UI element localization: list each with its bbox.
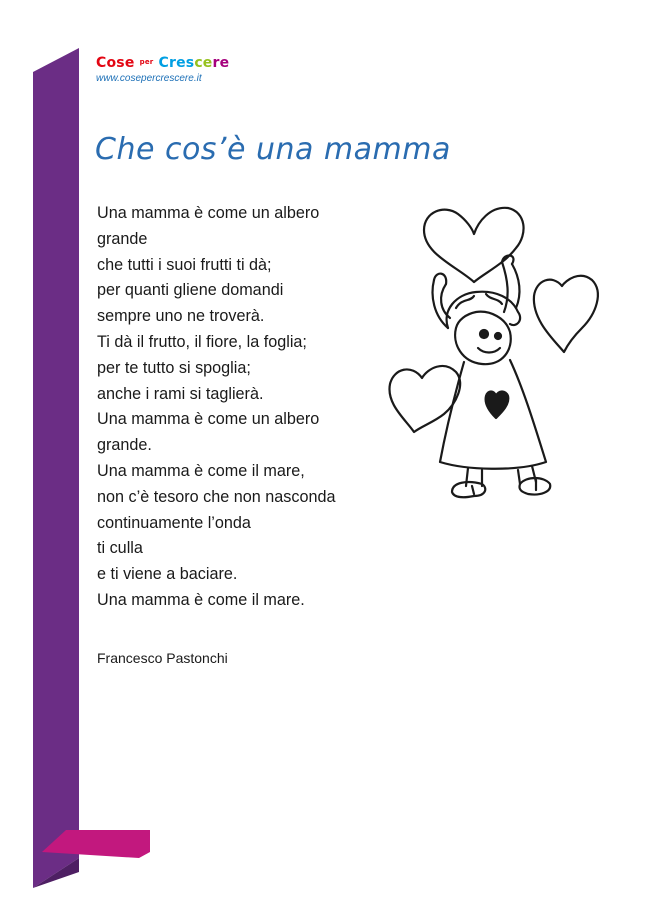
poem-line: per quanti gliene domandi [97,281,284,300]
poem-body [97,201,397,614]
page-title: Che cos’è una mamma [95,132,451,167]
poem-line: non c’è tesoro che non nasconda [97,487,336,506]
poem-line: per te tutto si spoglia; [97,358,251,377]
poem-line: e ti viene a baciare. [97,565,238,584]
poem-line: grande. [97,436,152,455]
logo-wordmark: Cose $^{per}$ Crescere [96,55,230,71]
child-with-hearts-icon [386,200,606,505]
poem-line: sempre uno ne troverà. [97,307,265,326]
poem-author: Francesco Pastonchi [97,650,228,666]
poem-line: che tutti i suoi frutti ti dà; [97,255,272,274]
poem-line: continuamente l’onda [97,513,251,532]
poem-line: ti culla [97,539,143,558]
poem-line: Una mamma è come il mare, [97,461,305,480]
poem-line: grande [97,229,148,248]
poem-line: Una mamma è come un albero [97,410,320,429]
poem-line: Ti dà il frutto, il fiore, la foglia; [97,332,307,351]
logo-url[interactable]: www.cosepercrescere.it [96,73,202,84]
site-logo[interactable] [96,55,229,84]
poem-line: anche i rami si taglierà. [97,384,264,403]
poem-line: Una mamma è come un albero [97,204,320,222]
poem-line: Una mamma è come il mare. [97,590,305,609]
